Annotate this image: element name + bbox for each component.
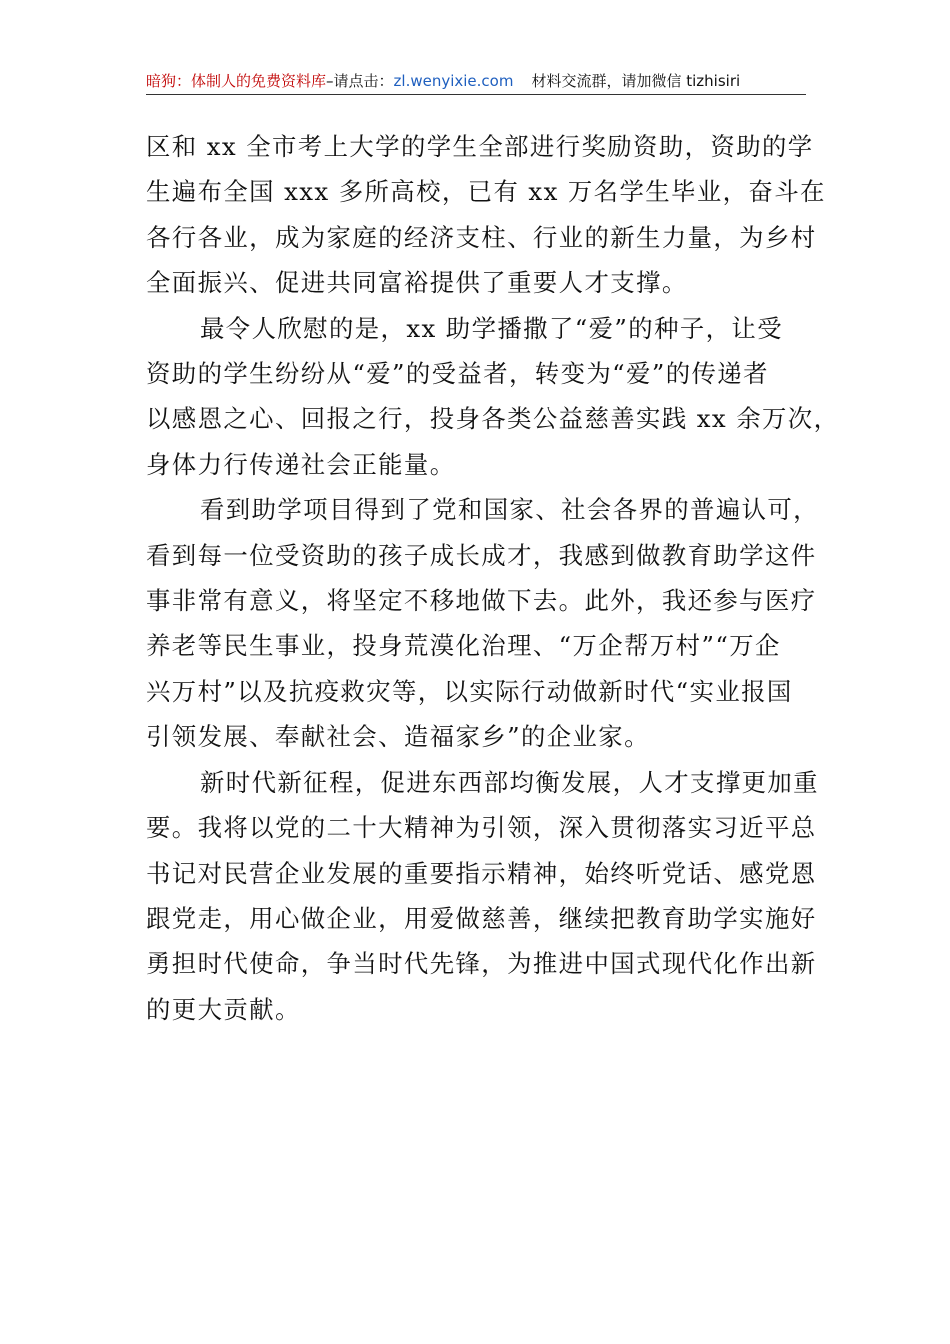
header-separator: –请点击： [326,72,394,90]
text-line: 养老等民生事业，投身荒漠化治理、“万企帮万村”“万企 [146,631,781,661]
text-line: 新时代新征程，促进东西部均衡发展，人才支撑更加重 [200,767,819,797]
text-line: 最令人欣慰的是，xx 助学播撒了“爱”的种子，让受 [200,313,784,343]
text-line: 生遍布全国 xxx 多所高校，已有 xx 万名学生毕业，奋斗在 [146,177,826,207]
text-line: 书记对民营企业发展的重要指示精神，始终听党话、感党恩 [146,858,817,888]
paragraph-3 [146,487,819,759]
header-brand: 暗狗：体制人的免费资料库 [146,72,327,90]
text-line: 全面振兴、促进共同富裕提供了重要人才支撑。 [146,268,688,298]
header-link[interactable]: zl.wenyixie.com [393,72,514,90]
text-line: 看到助学项目得到了党和国家、社会各界的普遍认可， [200,495,819,525]
text-line: 的更大贡献。 [146,994,301,1024]
text-line: 看到每一位受资助的孩子成长成才，我感到做教育助学这件 [146,540,817,570]
text-line: 要。我将以党的二十大精神为引领，深入贯彻落实习近平总 [146,813,817,843]
text-line: 跟党走，用心做企业，用爱做慈善，继续把教育助学实施好 [146,903,817,933]
paragraph-2 [146,306,840,488]
paragraph-1 [146,124,826,306]
paragraph-4 [146,760,819,1032]
text-line: 以感恩之心、回报之行，投身各类公益慈善实践 xx 余万次， [146,404,840,434]
text-line: 事非常有意义，将坚定不移地做下去。此外，我还参与医疗 [146,586,817,616]
page-header [146,68,806,95]
text-line: 引领发展、奉献社会、造福家乡”的企业家。 [146,722,650,752]
text-line: 资助的学生纷纷从“爱”的受益者，转变为“爱”的传递者 [146,359,769,389]
text-line: 勇担时代使命，争当时代先锋，为推进中国式现代化作出新 [146,949,817,979]
document-body [146,124,840,1032]
text-line: 各行各业，成为家庭的经济支柱、行业的新生力量，为乡村 [146,222,817,252]
text-line: 身体力行传递社会正能量。 [146,449,456,479]
header-contact: 材料交流群，请加微信 tizhisiri [531,72,741,90]
text-line: 兴万村”以及抗疫救灾等，以实际行动做新时代“实业报国 [146,676,793,706]
text-line: 区和 xx 全市考上大学的学生全部进行奖励资助，资助的学 [146,132,814,161]
